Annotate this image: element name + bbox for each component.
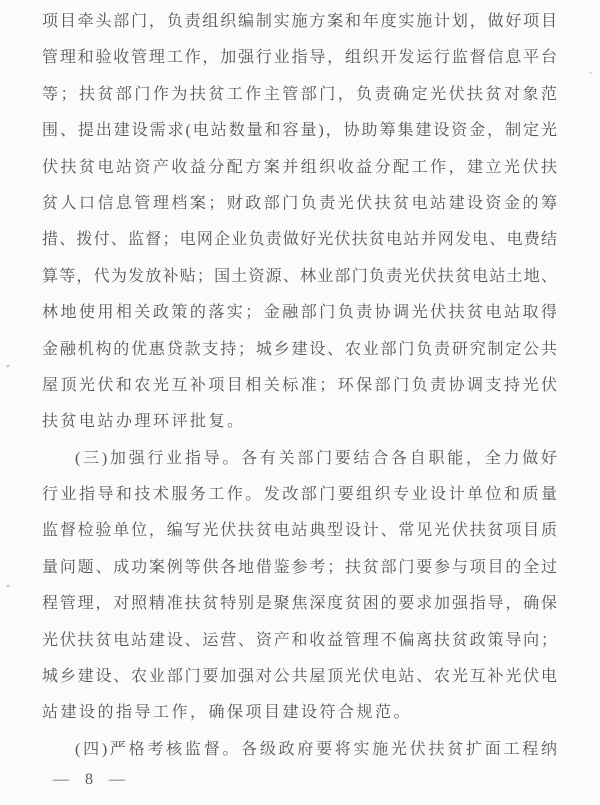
doc-line: 措、拨付、监督；电网企业负责做好光伏扶贫电站并网发电、电费结 — [42, 231, 558, 249]
page-number: — 8 — — [53, 771, 131, 788]
doc-line-paragraph-end: 扶贫电站办理环评批复。 — [42, 413, 246, 431]
doc-line: 金融机构的优惠贷款支持；城乡建设、农业部门负责研究制定公共 — [42, 340, 558, 358]
document-text-block — [42, 4, 558, 768]
doc-line: 林地使用相关政策的落实；金融部门负责协调光伏扶贫电站取得 — [42, 304, 558, 322]
doc-line-paragraph-start: (四)严格考核监督。各级政府要将实施光伏扶贫扩面工程纳 — [75, 740, 558, 758]
doc-line: 贫人口信息管理档案；财政部门负责光伏扶贫电站建设资金的筹 — [42, 194, 558, 212]
doc-line: 算等，代为发放补贴；国土资源、林业部门负责光伏扶贫电站土地、 — [42, 267, 558, 285]
doc-line: 监督检验单位，编写光伏扶贫电站典型设计、常见光伏扶贫项目质 — [42, 522, 558, 540]
doc-line: 屋顶光伏和农光互补项目相关标准；环保部门负责协调支持光伏 — [42, 376, 558, 394]
scan-speck — [6, 364, 10, 368]
doc-line: 等；扶贫部门作为扶贫工作主管部门，负责确定光伏扶贫对象范 — [42, 85, 558, 103]
doc-line: 城乡建设、农业部门要加强对公共屋顶光伏电站、农光互补光伏电 — [42, 668, 558, 686]
doc-line: 程管理，对照精准扶贫特别是聚焦深度贫困的要求加强指导，确保 — [42, 595, 558, 613]
doc-line: 围、提出建设需求(电站数量和容量)，协助筹集建设资金，制定光 — [42, 122, 558, 140]
scan-speck — [589, 72, 592, 74]
doc-line: 行业指导和技术服务工作。发改部门要组织专业设计单位和质量 — [42, 486, 558, 504]
doc-line: 量问题、成功案例等供各地借鉴参考；扶贫部门要参与项目的全过 — [42, 558, 558, 576]
doc-line-paragraph-end: 站建设的指导工作，确保项目建设符合规范。 — [42, 704, 413, 722]
scan-speck — [6, 584, 10, 587]
doc-line: 管理和验收管理工作，加强行业指导，组织开发运行监督信息平台 — [42, 49, 558, 67]
doc-line: 伏扶贫电站资产收益分配方案并组织收益分配工作，建立光伏扶 — [42, 158, 558, 176]
doc-line: 光伏扶贫电站建设、运营、资产和收益管理不偏离扶贫政策导向； — [42, 631, 558, 649]
doc-line-paragraph-start: (三)加强行业指导。各有关部门要结合各自职能，全力做好 — [75, 449, 558, 467]
doc-line: 项目牵头部门，负责组织编制实施方案和年度实施计划，做好项目 — [42, 13, 558, 30]
